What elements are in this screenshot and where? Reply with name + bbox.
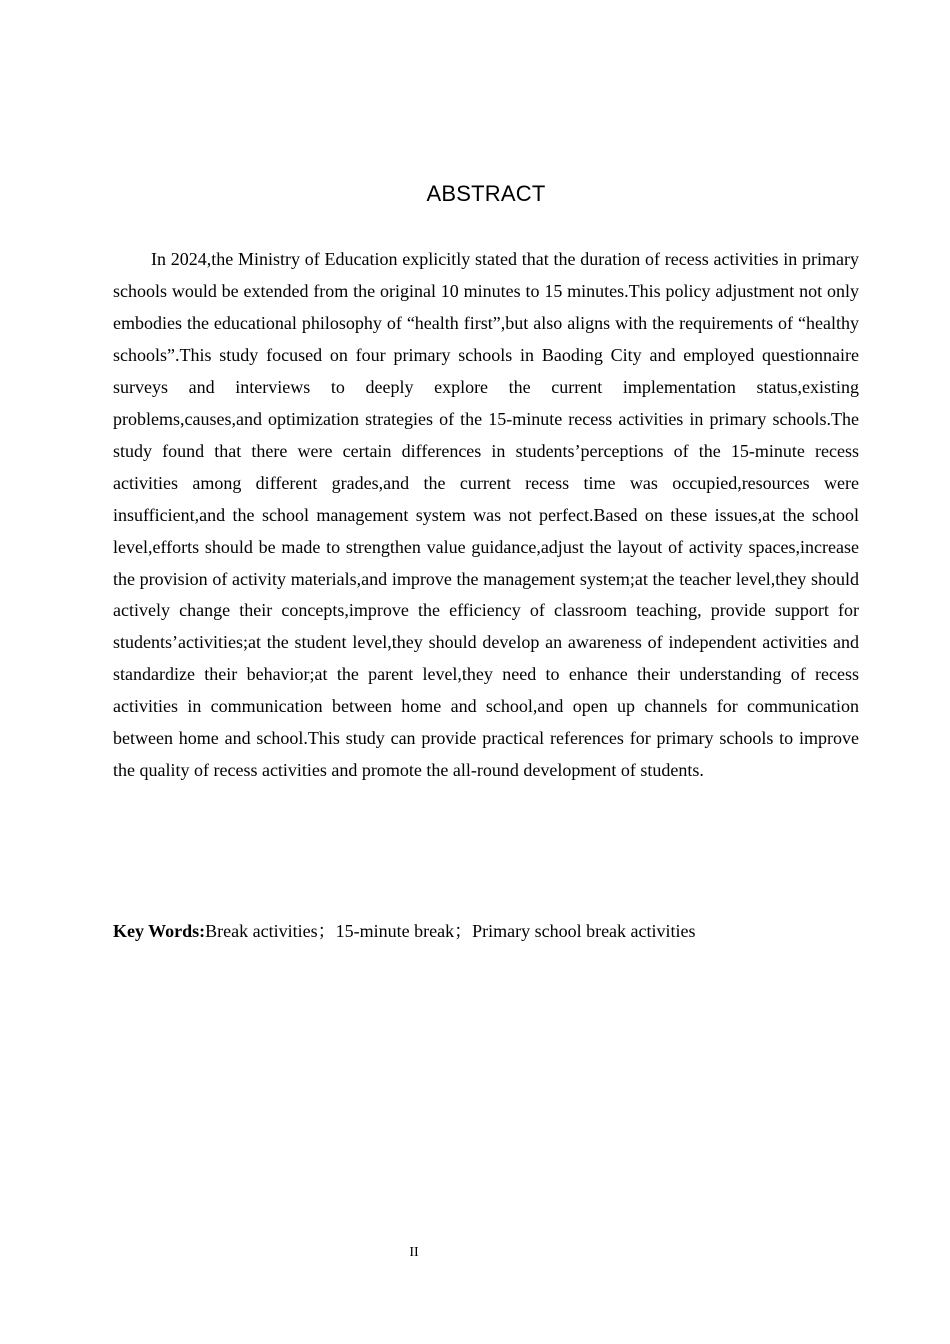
- keywords-text: Break activities；15-minute break；Primary school break activities: [205, 921, 696, 941]
- abstract-title: ABSTRACT: [426, 181, 546, 206]
- abstract-paragraph: In 2024,the Ministry of Education explicitly stated that the duration of recess activities in primary schools would be extended from the original 10 minutes to 15 minutes.This policy adjustment not only embodies the educational philosophy of “health first”,but also aligns with the requirements of “healthy schools”.This study focused on four primary schools in Baoding City and employed questionnaire surveys and interviews to deeply explore the current implementation status,existing problems,causes,and optimization strategies of the 15-minute recess activities in primary schools.The study found that there were certain differences in students’perceptions of the 15-minute recess activities among different grades,and the current recess time was occupied,resources were insufficient,and the school management system was not perfect.Based on these issues,at the school level,efforts should be made to strengthen value guidance,adjust the layout of activity spaces,increase the provision of activity materials,and improve the management system;at the teacher level,they should actively change their concepts,improve the efficiency of classroom teaching, provide support for students’activities;at the student level,they should develop an awareness of independent activities and standardize their behavior;at the parent level,they need to enhance their understanding of recess activities in communication between home and school,and open up channels for communication between home and school.This study can provide practical references for primary schools to improve the quality of recess activities and promote the all-round development of students.: [113, 249, 859, 781]
- keywords-line: [113, 915, 859, 947]
- page-number: II: [409, 1245, 419, 1260]
- keywords-label: Key Words:: [113, 921, 206, 941]
